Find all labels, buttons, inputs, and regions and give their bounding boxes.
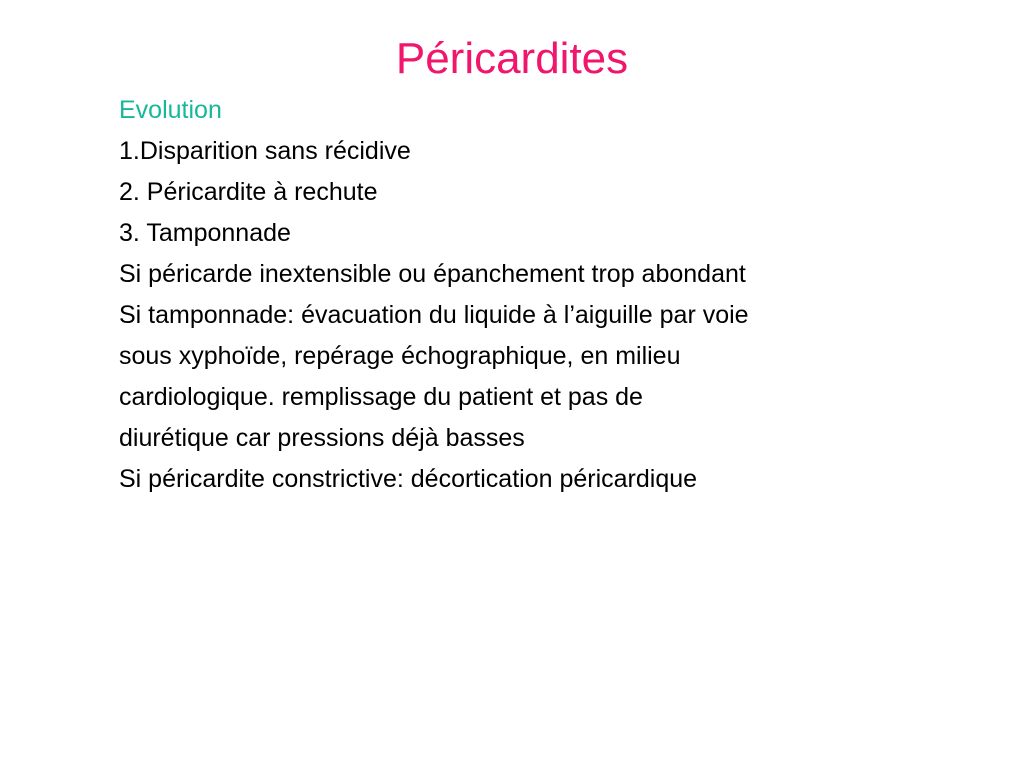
body-line: cardiologique. remplissage du patient et pas de [119,383,643,411]
body-line: Si péricardite constrictive: décortication péricardique [119,465,698,493]
slide-title: Péricardites [395,34,629,83]
body-line: Si tamponnade: évacuation du liquide à l’aiguille par voie [119,301,749,329]
body-line: 3. Tamponnade [119,219,291,247]
slide-body [119,90,999,500]
body-line: 2. Péricardite à rechute [119,178,378,206]
body-line: Si péricarde inextensible ou épanchement trop abondant [119,260,746,288]
body-line: diurétique car pressions déjà basses [119,424,525,452]
section-heading: Evolution [119,96,222,124]
body-line: 1.Disparition sans récidive [119,137,411,165]
body-line: sous xyphoïde, repérage échographique, en milieu [119,342,681,370]
